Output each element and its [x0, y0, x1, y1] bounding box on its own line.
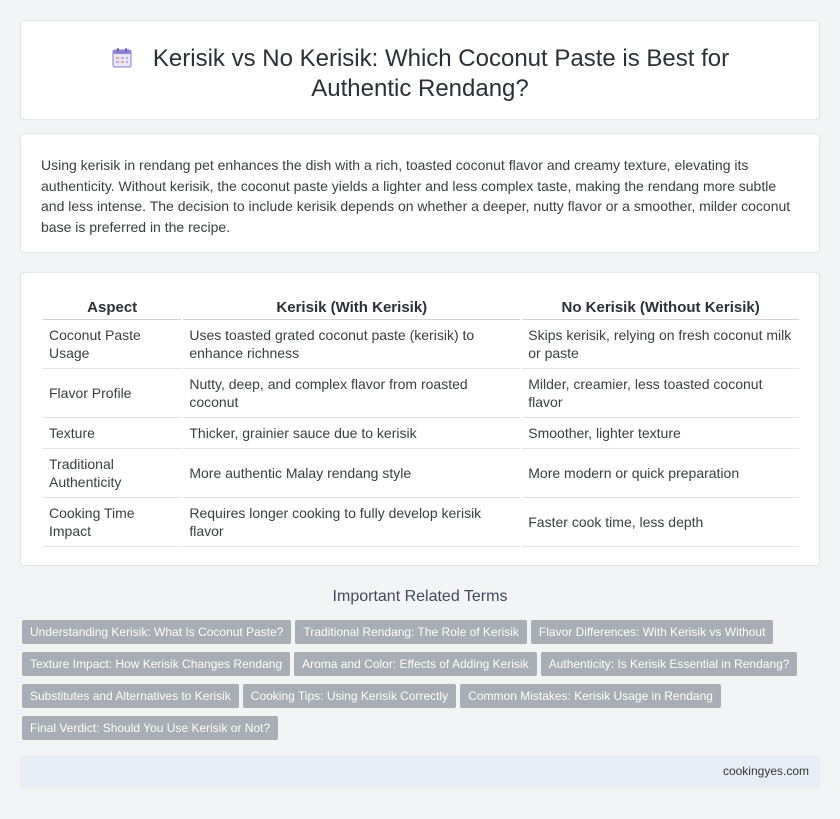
table-cell: Milder, creamier, less toasted coconut flavor [522, 369, 799, 418]
table-cell: Thicker, grainier sauce due to kerisik [183, 418, 520, 449]
table-row [43, 498, 799, 547]
intro-paragraph: Using kerisik in rendang pet enhances the dish with a rich, toasted coconut flavor and creamy texture, elevating its authenticity. Without kerisik, the coconut paste yields a lighter and less complex taste, making the rendang more subtle and less intense. The decision to include kerisik depends on whether a deeper, nutty flavor or a smoother, milder coconut base is preferred in the recipe. [41, 157, 791, 235]
calendar-document-icon [111, 47, 133, 69]
table-cell: Flavor Profile [43, 369, 181, 418]
related-terms-row [22, 620, 822, 652]
table-header-row [43, 297, 799, 320]
footer-site-link[interactable]: cookingyes.com [722, 764, 809, 778]
related-terms-row [22, 652, 822, 684]
table-cell: Traditional Authenticity [43, 449, 181, 498]
related-term-tag[interactable]: Cooking Tips: Using Kerisik Correctly [243, 684, 456, 708]
related-term-tag[interactable]: Authenticity: Is Kerisik Essential in Rendang? [541, 652, 798, 676]
related-term-tag[interactable]: Aroma and Color: Effects of Adding Kerisik [294, 652, 537, 676]
table-cell: Skips kerisik, relying on fresh coconut milk or paste [522, 320, 799, 369]
table-row [43, 369, 799, 418]
related-term-tag[interactable]: Final Verdict: Should You Use Kerisik or Not? [22, 716, 278, 740]
table-row [43, 320, 799, 369]
table-row [43, 449, 799, 498]
related-term-tag[interactable]: Traditional Rendang: The Role of Kerisik [295, 620, 526, 644]
table-cell: More authentic Malay rendang style [183, 449, 520, 498]
table-cell: More modern or quick preparation [522, 449, 799, 498]
related-terms-row [22, 716, 822, 748]
table-cell: Requires longer cooking to fully develop kerisik flavor [183, 498, 520, 547]
related-terms-heading: Important Related Terms [332, 588, 508, 605]
table-cell: Cooking Time Impact [43, 498, 181, 547]
comparison-table [41, 297, 801, 547]
related-terms-list [22, 620, 822, 748]
table-cell: Uses toasted grated coconut paste (kerisik) to enhance richness [183, 320, 520, 369]
related-term-tag[interactable]: Texture Impact: How Kerisik Changes Rendang [22, 652, 290, 676]
related-terms-row [22, 684, 822, 716]
related-term-tag[interactable]: Common Mistakes: Kerisik Usage in Rendang [460, 684, 721, 708]
related-term-tag[interactable]: Understanding Kerisik: What Is Coconut Paste? [22, 620, 291, 644]
title-wrap [21, 44, 819, 104]
table-cell: Texture [43, 418, 181, 449]
title-card [20, 20, 820, 120]
footer [20, 755, 820, 788]
page-title-text: Kerisik vs No Kerisik: Which Coconut Paste is Best for Authentic Rendang? [152, 45, 730, 102]
related-term-tag[interactable]: Substitutes and Alternatives to Kerisik [22, 684, 239, 708]
table-cell: Nutty, deep, and complex flavor from roasted coconut [183, 369, 520, 418]
comparison-table-card [20, 272, 820, 566]
table-header-aspect: Aspect [43, 297, 181, 320]
table-cell: Coconut Paste Usage [43, 320, 181, 369]
table-row [43, 418, 799, 449]
table-header-with-kerisik: Kerisik (With Kerisik) [183, 297, 520, 320]
page-title [61, 44, 779, 104]
table-cell: Smoother, lighter texture [522, 418, 799, 449]
intro-card [20, 133, 820, 253]
related-term-tag[interactable]: Flavor Differences: With Kerisik vs Without [531, 620, 774, 644]
table-cell: Faster cook time, less depth [522, 498, 799, 547]
table-header-without-kerisik: No Kerisik (Without Kerisik) [522, 297, 799, 320]
